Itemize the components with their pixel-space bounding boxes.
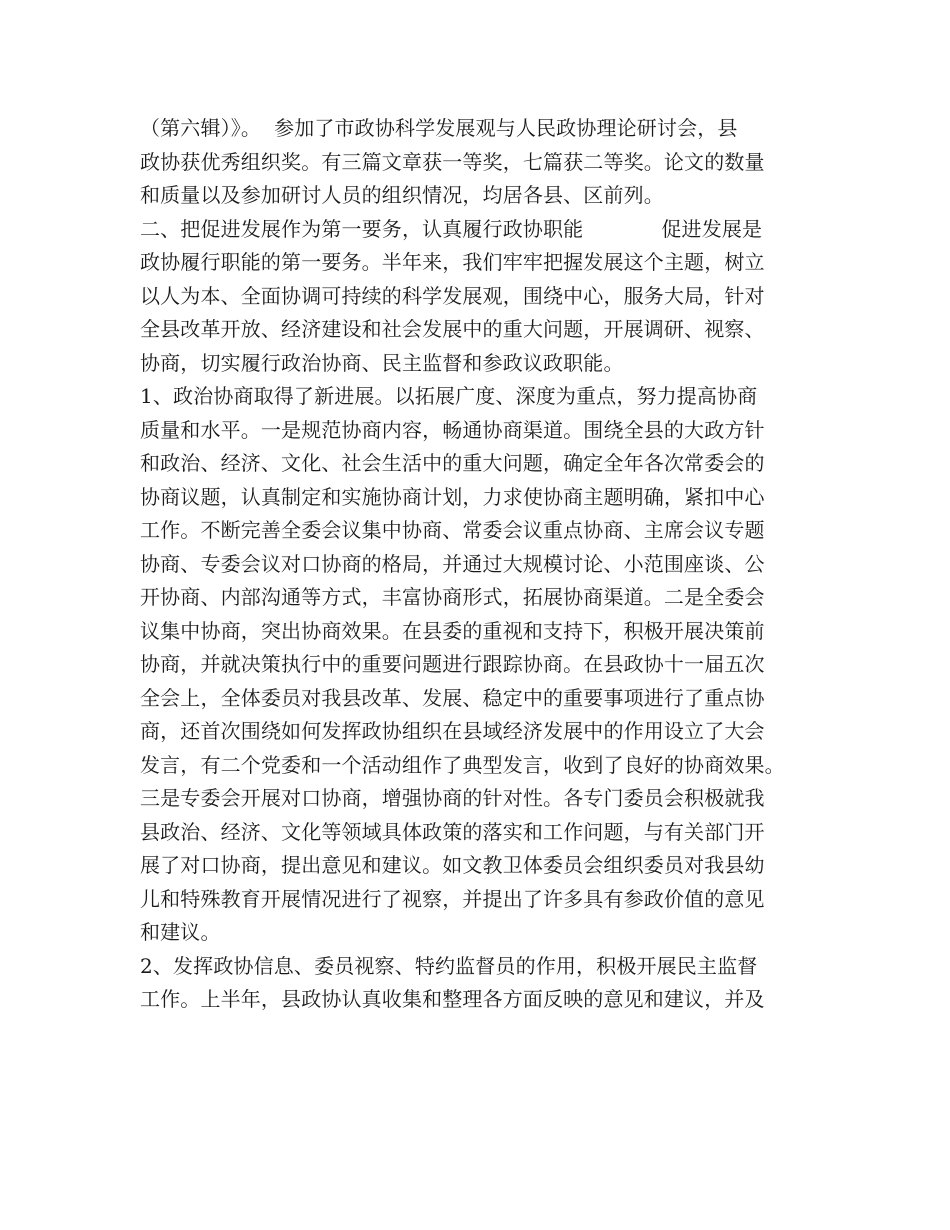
- numbered-item-line: 2、发挥政协信息、委员视察、特约监督员的作用，积极开展民主监督: [140, 953, 758, 978]
- body-text: [140, 112, 830, 1017]
- text-line: 工作。不断完善全委会议集中协商、常委会议重点协商、主席会议专题: [140, 518, 765, 542]
- text-line: 全县改革开放、经济建设和社会发展中的重大问题，开展调研、视察、: [140, 317, 765, 341]
- text-line: 政协履行职能的第一要务。半年来，我们牢牢把握发展这个主题，树立: [140, 250, 765, 274]
- text-line: 协商、专委会议对口协商的格局，并通过大规模讨论、小范围座谈、公: [140, 551, 765, 576]
- text-line: 议集中协商，突出协商效果。在县委的重视和支持下，积极开展决策前: [140, 618, 765, 643]
- text-line: 发言，有二个党委和一个活动组作了典型发言，收到了良好的协商效果。: [140, 752, 785, 777]
- text-line: 协商，并就决策执行中的重要问题进行跟踪协商。在县政协十一届五次: [140, 652, 765, 676]
- text-line: 协商，切实履行政治协商、民主监督和参政议政职能。: [140, 350, 624, 375]
- text-line: 开协商、内部沟通等方式，丰富协商形式，拓展协商渠道。二是全委会: [140, 585, 765, 609]
- text-line: 和建议。: [140, 920, 221, 944]
- text-line: 工作。上半年，县政协认真收集和整理各方面反映的意见和建议，并及: [140, 987, 765, 1011]
- text-line: 以人为本、全面协调可持续的科学发展观，围绕中心，服务大局，针对: [140, 283, 765, 308]
- text-line: 三是专委会开展对口协商，增强协商的针对性。各专门委员会积极就我: [140, 786, 765, 810]
- text-line: 质量和水平。一是规范协商内容，畅通协商渠道。围绕全县的大政方针: [140, 417, 765, 442]
- numbered-item-line: 1、政治协商取得了新进展。以拓展广度、深度为重点，努力提高协商: [140, 384, 758, 408]
- text-line: （第六辑）》。 参加了市政协科学发展观与人民政协理论研讨会，县: [140, 116, 738, 140]
- text-line: 展了对口协商，提出意见和建议。如文教卫体委员会组织委员对我县幼: [140, 853, 765, 877]
- section-heading-line: 二、把促进发展作为第一要务，认真履行政协职能 促进发展是: [140, 216, 763, 241]
- text-line: 儿和特殊教育开展情况进行了视察，并提出了许多具有参政价值的意见: [140, 886, 765, 911]
- text-line: 协商议题，认真制定和实施协商计划，力求使协商主题明确，紧扣中心: [140, 484, 765, 509]
- text-line: 和质量以及参加研讨人员的组织情况，均居各县、区前列。: [140, 183, 664, 207]
- text-line: 全会上，全体委员对我县改革、发展、稳定中的重要事项进行了重点协: [140, 685, 765, 710]
- text-line: 县政治、经济、文化等领域具体政策的落实和工作问题，与有关部门开: [140, 819, 765, 844]
- text-line: 政协获优秀组织奖。有三篇文章获一等奖，七篇获二等奖。论文的数量: [140, 149, 765, 174]
- text-line: 商，还首次围绕如何发挥政协组织在县域经济发展中的作用设立了大会: [140, 719, 765, 743]
- text-line: 和政治、经济、文化、社会生活中的重大问题，确定全年各次常委会的: [140, 451, 765, 475]
